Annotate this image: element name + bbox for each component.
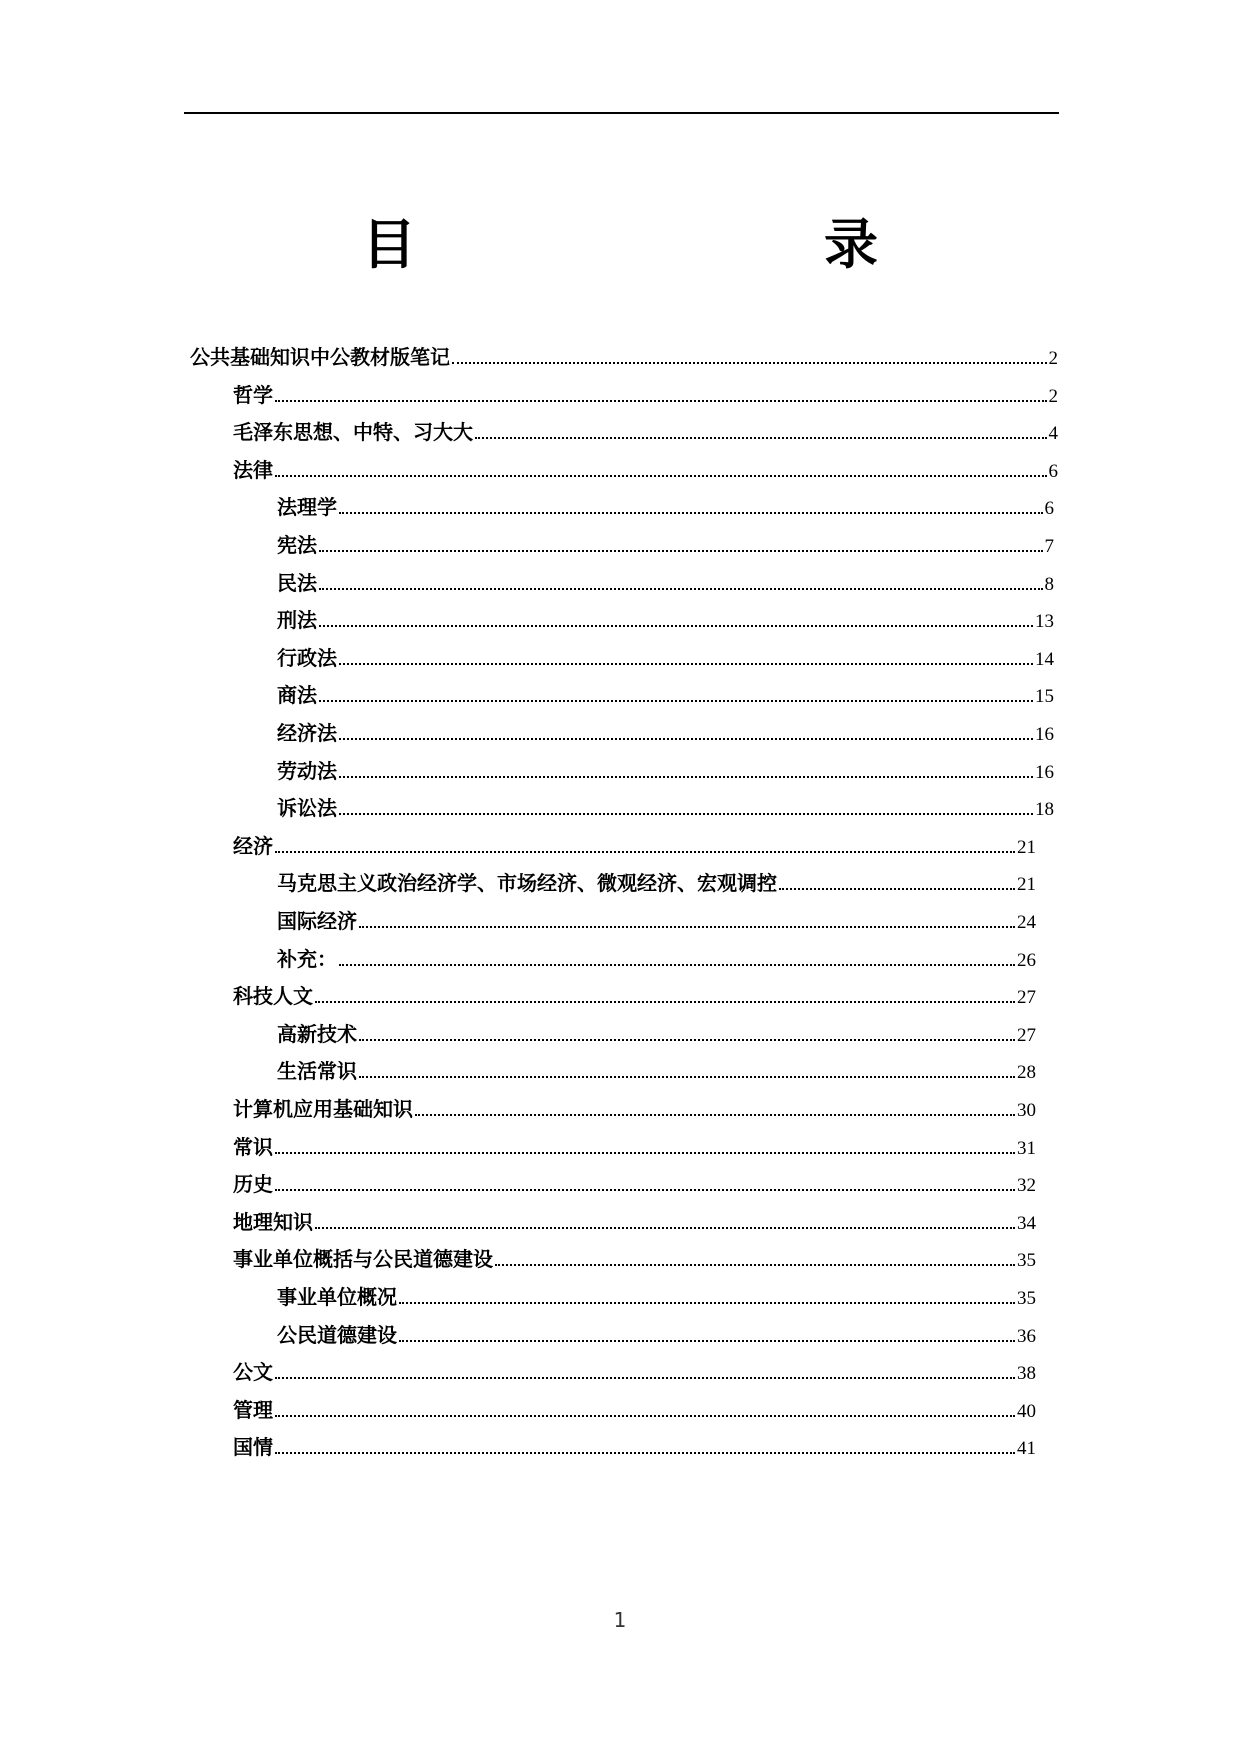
page-title: 目 录 [362,213,978,276]
toc-entry-page: 18 [1035,799,1054,820]
toc-dot-leader [275,1152,1015,1154]
toc-entry-label: 生活常识 [277,1059,357,1083]
toc-entry-page: 27 [1017,1025,1036,1046]
toc-entry-label: 马克思主义政治经济学、市场经济、微观经济、宏观调控 [277,871,777,895]
toc-dot-leader [415,1114,1015,1116]
toc-entry[interactable] [277,866,1036,896]
toc-entry-page: 16 [1035,724,1054,745]
header-rule [184,112,1059,114]
toc-dot-leader [359,1039,1015,1041]
toc-entry-label: 国际经济 [277,909,357,933]
toc-entry-page: 6 [1048,461,1058,482]
toc-entry-page: 40 [1017,1401,1036,1422]
toc-entry-page: 7 [1044,536,1054,557]
toc-entry-label: 商法 [277,683,317,707]
toc-dot-leader [359,1076,1015,1078]
toc-entry[interactable] [233,1242,1036,1272]
toc-entry[interactable] [277,904,1036,934]
toc-entry-label: 刑法 [277,608,317,632]
toc-entry[interactable] [277,528,1054,558]
toc-dot-leader [319,625,1033,627]
toc-dot-leader [339,964,1015,966]
toc-entry-label: 民法 [277,571,317,595]
toc-entry-page: 16 [1035,762,1054,783]
toc-entry[interactable] [233,979,1036,1009]
toc-entry-label: 事业单位概况 [277,1285,397,1309]
toc-entry-page: 34 [1017,1213,1036,1234]
toc-dot-leader [495,1264,1015,1266]
toc-entry-label: 经济 [233,834,273,858]
toc-entry-page: 30 [1017,1100,1036,1121]
toc-entry-label: 科技人文 [233,984,313,1008]
toc-dot-leader [339,663,1033,665]
toc-entry[interactable] [277,490,1054,520]
toc-entry-page: 21 [1017,837,1036,858]
toc-entry-label: 地理知识 [233,1210,313,1234]
toc-entry-label: 公民道德建设 [277,1323,397,1347]
toc-entry-label: 历史 [233,1172,273,1196]
toc-dot-leader [319,700,1033,702]
toc-dot-leader [339,776,1033,778]
toc-entry[interactable] [277,1017,1036,1047]
toc-dot-leader [275,475,1047,477]
toc-entry-label: 宪法 [277,533,317,557]
toc-entry[interactable] [233,1167,1036,1197]
toc-entry-page: 31 [1017,1138,1036,1159]
toc-entry-page: 13 [1035,611,1054,632]
toc-entry[interactable] [233,829,1036,859]
toc-entry[interactable] [233,1393,1036,1423]
toc-entry-page: 8 [1044,574,1054,595]
toc-entry-label: 管理 [233,1398,273,1422]
toc-dot-leader [779,888,1015,890]
page-number: 1 [613,1608,627,1632]
toc-entry[interactable] [277,678,1054,708]
toc-entry[interactable] [277,566,1054,596]
toc-dot-leader [475,437,1047,439]
toc-entry-page: 24 [1017,912,1036,933]
toc-entry-label: 法律 [233,458,273,482]
toc-dot-leader [275,1377,1015,1379]
toc-entry[interactable] [233,1355,1036,1385]
toc-entry-label: 劳动法 [277,759,337,783]
toc-dot-leader [275,1189,1015,1191]
toc-entry[interactable] [233,1430,1036,1460]
toc-entry-page: 35 [1017,1288,1036,1309]
toc-entry[interactable] [233,1130,1036,1160]
toc-entry-label: 事业单位概括与公民道德建设 [233,1247,493,1271]
toc-entry-label: 经济法 [277,721,337,745]
toc-dot-leader [452,362,1047,364]
toc-dot-leader [399,1302,1015,1304]
toc-entry[interactable] [233,378,1058,408]
toc-entry-label: 国情 [233,1435,273,1459]
toc-entry-page: 2 [1048,348,1058,369]
toc-entry[interactable] [277,716,1054,746]
toc-entry-label: 公共基础知识中公教材版笔记 [190,345,450,369]
toc-dot-leader [359,926,1015,928]
toc-entry-page: 14 [1035,649,1054,670]
toc-entry[interactable] [233,415,1058,445]
toc-entry-page: 32 [1017,1175,1036,1196]
toc-entry[interactable] [277,791,1054,821]
toc-dot-leader [275,1452,1015,1454]
toc-entry[interactable] [233,1205,1036,1235]
toc-entry-label: 法理学 [277,495,337,519]
toc-entry-page: 36 [1017,1326,1036,1347]
toc-entry-page: 4 [1048,423,1058,444]
toc-dot-leader [315,1227,1015,1229]
toc-dot-leader [315,1001,1015,1003]
toc-entry[interactable] [277,1318,1036,1348]
toc-entry-page: 26 [1017,950,1036,971]
toc-dot-leader [339,512,1043,514]
toc-entry-page: 6 [1044,498,1054,519]
toc-entry[interactable] [277,603,1054,633]
toc-entry-label: 公文 [233,1360,273,1384]
toc-entry[interactable] [233,453,1058,483]
toc-entry-page: 41 [1017,1438,1036,1459]
toc-entry-page: 15 [1035,686,1054,707]
toc-entry-label: 补充： [277,947,337,971]
toc-entry[interactable] [277,754,1054,784]
toc-dot-leader [399,1340,1015,1342]
toc-entry-page: 28 [1017,1062,1036,1083]
toc-dot-leader [275,1415,1015,1417]
toc-entry-label: 常识 [233,1135,273,1159]
toc-entry[interactable] [277,641,1054,671]
toc-entry-page: 27 [1017,987,1036,1008]
toc-dot-leader [319,550,1043,552]
toc-entry-label: 计算机应用基础知识 [233,1097,413,1121]
toc-entry-label: 高新技术 [277,1022,357,1046]
toc-entry-page: 2 [1048,386,1058,407]
toc-dot-leader [339,738,1033,740]
toc-entry[interactable] [233,1092,1036,1122]
toc-entry[interactable] [190,340,1058,370]
toc-entry-page: 38 [1017,1363,1036,1384]
toc-entry[interactable] [277,1280,1036,1310]
toc-entry[interactable] [277,942,1036,972]
toc-dot-leader [275,851,1015,853]
toc-entry-label: 行政法 [277,646,337,670]
toc-dot-leader [275,400,1047,402]
toc-entry-label: 哲学 [233,383,273,407]
toc-entry-label: 毛泽东思想、中特、习大大 [233,420,473,444]
toc-entry-page: 21 [1017,874,1036,895]
toc-entry-page: 35 [1017,1250,1036,1271]
toc-dot-leader [319,588,1043,590]
toc-entry[interactable] [277,1054,1036,1084]
toc-entry-label: 诉讼法 [277,796,337,820]
toc-dot-leader [339,813,1033,815]
